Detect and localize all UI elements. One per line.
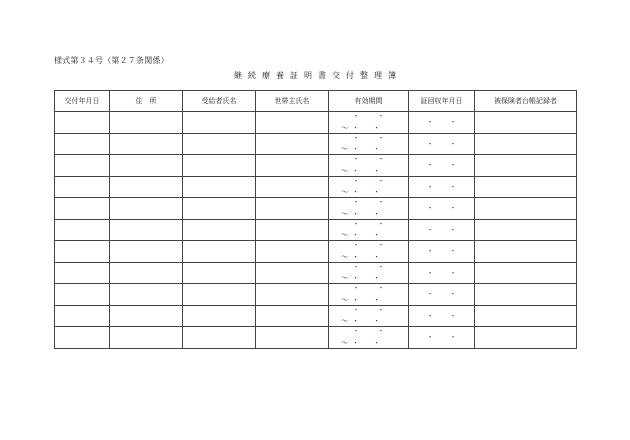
cell-address (110, 327, 183, 349)
collection-date-dots: ・・ (426, 118, 473, 127)
cell-address (110, 241, 183, 263)
collection-date-dots: ・・ (426, 204, 473, 213)
cell-issue-date (55, 284, 110, 306)
period-end-dots: ・・ (352, 166, 394, 175)
period-end-dots: ・・ (352, 188, 394, 196)
period-tilde: ～ (341, 338, 348, 347)
period-start-dots: ・・ (352, 112, 403, 120)
cell-issue-date (55, 155, 110, 177)
period-start-dots: ・・ (352, 284, 403, 292)
cell-collection-date (409, 284, 475, 306)
collection-date-dots: ・・ (426, 225, 473, 234)
cell-valid-period (329, 133, 409, 155)
cell-collection-date (409, 133, 475, 155)
period-start-dots: ・・ (352, 155, 403, 163)
period-end (341, 188, 408, 196)
period-end (341, 339, 408, 347)
collection-date-dots: ・・ (426, 182, 473, 191)
period-end-dots: ・・ (352, 274, 394, 282)
cell-recipient-name (183, 327, 256, 349)
table-row (55, 305, 577, 327)
period-tilde: ～ (341, 166, 348, 175)
collection-date-dots: ・・ (426, 311, 473, 320)
table-row (55, 262, 577, 284)
cell-issue-date (55, 305, 110, 327)
period-start-dots: ・・ (352, 262, 403, 271)
cell-recipient-name (183, 284, 256, 306)
cell-collection-date (409, 219, 475, 241)
cell-address (110, 176, 183, 198)
table-row (55, 112, 577, 134)
collection-date-dots: ・・ (426, 268, 473, 277)
table-row (55, 219, 577, 241)
cell-recipient-name (183, 305, 256, 327)
cell-collection-date (409, 241, 475, 263)
cell-ledger-recorder (475, 155, 577, 177)
col-header-ledger-recorder: 被保険者台帳記録者 (475, 91, 577, 112)
cell-householder-name (256, 305, 329, 327)
period-start-dots: ・・ (352, 176, 403, 185)
period-end (341, 253, 408, 261)
register-table (54, 90, 577, 349)
cell-issue-date (55, 219, 110, 241)
period-tilde: ～ (341, 252, 348, 261)
cell-valid-period (329, 176, 409, 198)
period-tilde: ～ (341, 188, 348, 196)
cell-ledger-recorder (475, 284, 577, 306)
cell-ledger-recorder (475, 305, 577, 327)
cell-collection-date (409, 155, 475, 177)
period-end (341, 210, 408, 218)
cell-householder-name (256, 241, 329, 263)
col-header-valid-period: 有効期間 (329, 91, 409, 112)
cell-issue-date (55, 133, 110, 155)
cell-householder-name (256, 284, 329, 306)
cell-recipient-name (183, 219, 256, 241)
period-tilde: ～ (341, 209, 348, 218)
cell-valid-period (329, 327, 409, 349)
collection-date-dots: ・・ (426, 161, 473, 170)
period-end (341, 167, 408, 175)
cell-issue-date (55, 327, 110, 349)
period-start-dots: ・・ (352, 327, 403, 335)
cell-issue-date (55, 176, 110, 198)
period-end (341, 124, 408, 132)
cell-collection-date (409, 176, 475, 198)
cell-householder-name (256, 176, 329, 198)
period-end-dots: ・・ (352, 145, 394, 153)
table-row (55, 327, 577, 349)
period-tilde: ～ (341, 274, 348, 282)
cell-address (110, 112, 183, 134)
col-header-address: 住 所 (110, 91, 183, 112)
cell-valid-period (329, 241, 409, 263)
cell-address (110, 262, 183, 284)
period-end-dots: ・・ (352, 338, 394, 347)
cell-householder-name (256, 262, 329, 284)
cell-householder-name (256, 155, 329, 177)
cell-issue-date (55, 112, 110, 134)
table-row (55, 241, 577, 263)
cell-valid-period (329, 155, 409, 177)
cell-issue-date (55, 241, 110, 263)
table-row (55, 133, 577, 155)
document-title: 継続療養証明書交付整理簿 (234, 71, 402, 80)
period-start-dots: ・・ (352, 133, 403, 142)
cell-recipient-name (183, 176, 256, 198)
cell-collection-date (409, 327, 475, 349)
period-end-dots: ・・ (352, 123, 394, 132)
col-header-issue-date: 交付年月日 (55, 91, 110, 112)
collection-date-dots: ・・ (426, 333, 473, 342)
cell-ledger-recorder (475, 112, 577, 134)
cell-collection-date (409, 198, 475, 220)
period-tilde: ～ (341, 231, 348, 239)
cell-householder-name (256, 133, 329, 155)
cell-address (110, 284, 183, 306)
cell-valid-period (329, 262, 409, 284)
register-body (55, 112, 577, 349)
cell-householder-name (256, 112, 329, 134)
cell-ledger-recorder (475, 176, 577, 198)
cell-ledger-recorder (475, 219, 577, 241)
period-end (341, 296, 408, 304)
cell-address (110, 219, 183, 241)
cell-issue-date (55, 198, 110, 220)
cell-valid-period (329, 305, 409, 327)
period-end (341, 274, 408, 282)
cell-valid-period (329, 112, 409, 134)
period-start-dots: ・・ (352, 198, 403, 206)
cell-valid-period (329, 219, 409, 241)
period-end (341, 231, 408, 239)
period-end-dots: ・・ (352, 209, 394, 218)
cell-collection-date (409, 112, 475, 134)
cell-address (110, 305, 183, 327)
cell-valid-period (329, 198, 409, 220)
table-row (55, 284, 577, 306)
header-row (55, 91, 577, 112)
period-end-dots: ・・ (352, 295, 394, 304)
cell-householder-name (256, 327, 329, 349)
period-end-dots: ・・ (352, 231, 394, 239)
cell-recipient-name (183, 198, 256, 220)
cell-recipient-name (183, 262, 256, 284)
cell-householder-name (256, 219, 329, 241)
cell-recipient-name (183, 112, 256, 134)
period-tilde: ～ (341, 123, 348, 132)
cell-address (110, 198, 183, 220)
collection-date-dots: ・・ (426, 247, 473, 256)
table-row (55, 176, 577, 198)
cell-valid-period (329, 284, 409, 306)
period-start-dots: ・・ (352, 219, 403, 228)
collection-date-dots: ・・ (426, 290, 473, 299)
table-row (55, 155, 577, 177)
period-end-dots: ・・ (352, 252, 394, 261)
cell-ledger-recorder (475, 241, 577, 263)
period-start-dots: ・・ (352, 305, 403, 314)
cell-ledger-recorder (475, 198, 577, 220)
col-header-householder-name: 世帯主氏名 (256, 91, 329, 112)
period-tilde: ～ (341, 295, 348, 304)
cell-collection-date (409, 305, 475, 327)
collection-date-dots: ・・ (426, 139, 473, 148)
period-start-dots: ・・ (352, 241, 403, 249)
form-number: 様式第３４号（第２７条関係） (54, 56, 169, 65)
cell-householder-name (256, 198, 329, 220)
cell-ledger-recorder (475, 262, 577, 284)
period-end (341, 317, 408, 325)
table-row (55, 198, 577, 220)
cell-ledger-recorder (475, 327, 577, 349)
col-header-recipient-name: 受給者氏名 (183, 91, 256, 112)
period-tilde: ～ (341, 145, 348, 153)
cell-issue-date (55, 262, 110, 284)
cell-recipient-name (183, 241, 256, 263)
cell-address (110, 155, 183, 177)
cell-address (110, 133, 183, 155)
cell-ledger-recorder (475, 133, 577, 155)
cell-collection-date (409, 262, 475, 284)
period-end-dots: ・・ (352, 317, 394, 325)
cell-recipient-name (183, 155, 256, 177)
period-end (341, 145, 408, 153)
period-tilde: ～ (341, 317, 348, 325)
col-header-collection-date: 証回収年月日 (409, 91, 475, 112)
cell-recipient-name (183, 133, 256, 155)
